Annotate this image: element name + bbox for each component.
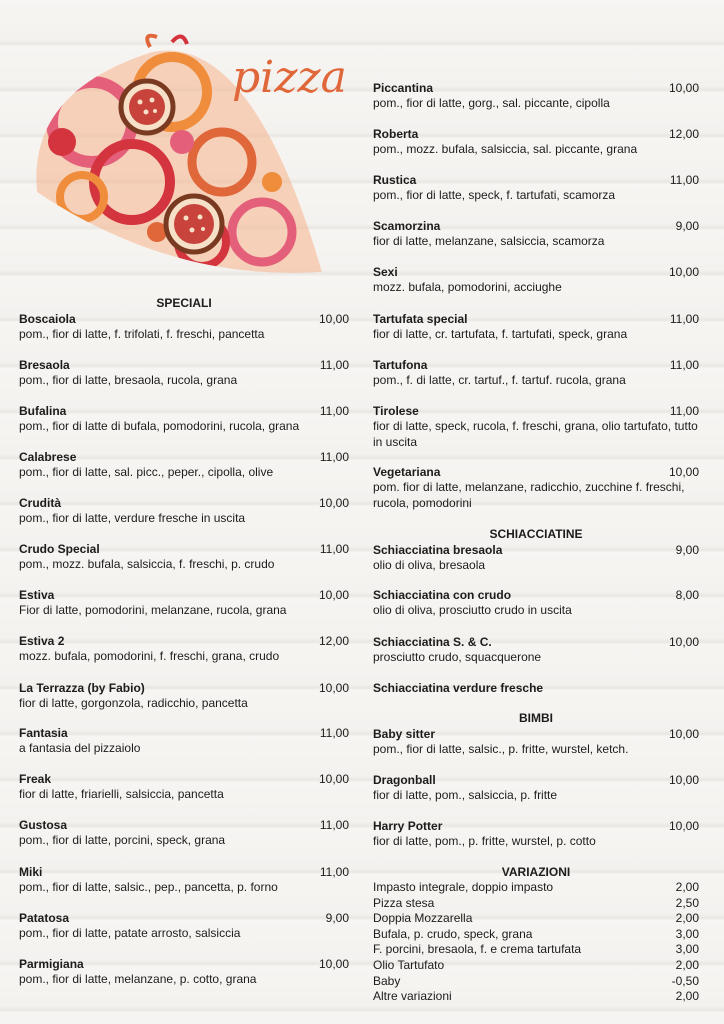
menu-item-header	[373, 219, 699, 234]
menu-item	[19, 496, 349, 527]
item-name: Schiacciatina bresaola	[373, 543, 503, 557]
item-name: Fantasia	[19, 726, 68, 740]
item-description: olio di oliva, prosciutto crudo in uscita	[373, 603, 572, 617]
item-description: pom., fior di latte, speck, f. tartufati, scamorza	[373, 188, 616, 202]
variazione-price: 2,50	[675, 895, 699, 910]
item-name: Bresaola	[19, 358, 70, 372]
variazioni-list	[373, 880, 699, 1005]
item-name: Rustica	[373, 173, 417, 187]
item-price: 10,00	[668, 465, 699, 479]
variazione-line	[373, 880, 699, 896]
menu-item	[19, 681, 349, 712]
menu-item	[19, 542, 349, 573]
item-description: fior di latte, pom., salsiccia, p. fritte	[373, 788, 558, 802]
item-price: 9,00	[325, 911, 349, 925]
menu-item	[19, 726, 349, 757]
menu-item-header	[19, 911, 349, 926]
item-description: pom., mozz. bufala, salsiccia, sal. piccante, grana	[373, 142, 638, 156]
menu-item	[19, 358, 349, 389]
item-price: 10,00	[668, 819, 699, 833]
item-description: a fantasia del pizzaiolo	[19, 741, 141, 755]
item-price: 10,00	[668, 81, 699, 95]
menu-item-header	[19, 588, 349, 603]
menu-item	[373, 543, 699, 574]
item-name: Roberta	[373, 127, 419, 141]
variazione-line	[373, 942, 699, 958]
item-description: pom., mozz. bufala, salsiccia, f. freschi, p. crudo	[19, 557, 275, 571]
variazione-price: 2,00	[675, 880, 699, 894]
menu-item-header	[19, 358, 349, 373]
item-description: pom., fior di latte, salsic., p. fritte, wurstel, ketch.	[373, 742, 629, 756]
item-description: pom., fior di latte, porcini, speck, grana	[19, 833, 226, 847]
item-description: olio di oliva, bresaola	[373, 558, 486, 572]
menu-item	[19, 772, 349, 803]
logo-title: pizza	[232, 52, 347, 103]
item-name: Gustosa	[19, 818, 68, 832]
item-price: 9,00	[675, 219, 699, 233]
item-description: pom. fior di latte, melanzane, radicchio, zucchine f. freschi, rucola, pomodorini	[373, 480, 685, 510]
item-price: 9,00	[675, 543, 699, 557]
item-description: prosciutto crudo, squacquerone	[373, 650, 542, 664]
item-name: Dragonball	[373, 773, 436, 787]
variazione-name: Pizza stesa	[373, 895, 435, 910]
item-name: Parmigiana	[19, 957, 84, 971]
menu-item-header	[19, 404, 349, 419]
menu-item-header	[373, 81, 699, 96]
item-name: Harry Potter	[373, 819, 443, 833]
menu-item-header	[19, 865, 349, 880]
item-description: pom., fior di latte, salsic., pep., pancetta, p. forno	[19, 880, 278, 894]
menu-item-header	[19, 450, 349, 465]
variazione-line	[373, 974, 699, 990]
item-description: fior di latte, friarielli, salsiccia, pancetta	[19, 787, 224, 801]
item-description: pom., fior di latte, sal. picc., peper., cipolla, olive	[19, 465, 274, 479]
item-description: pom., fior di latte, patate arrosto, salsiccia	[19, 926, 241, 940]
item-name: Baby sitter	[373, 727, 436, 741]
item-price: 11,00	[319, 865, 349, 879]
item-price: 10,00	[668, 635, 699, 649]
section-speciali: SPECIALI	[156, 296, 212, 310]
menu-item	[373, 127, 699, 158]
menu-item	[19, 865, 349, 896]
item-description: fior di latte, gorgonzola, radicchio, pancetta	[19, 696, 248, 710]
variazione-line	[373, 958, 699, 974]
menu-item	[373, 219, 699, 250]
menu-item-header	[373, 727, 699, 742]
variazione-name: Bufala, p. crudo, speck, grana	[373, 926, 533, 941]
menu-item-header	[19, 818, 349, 833]
menu-item-header	[373, 265, 699, 280]
item-description: Fior di latte, pomodorini, melanzane, rucola, grana	[19, 603, 287, 617]
menu-item-header	[373, 543, 699, 558]
menu-item-header	[373, 358, 699, 373]
item-price: 10,00	[318, 312, 349, 326]
menu-item-header	[19, 312, 349, 327]
item-price: 10,00	[318, 957, 349, 971]
menu-item-header	[19, 542, 349, 557]
item-price: 11,00	[669, 312, 699, 326]
menu-item	[373, 265, 699, 296]
menu-item-header	[373, 773, 699, 788]
variazione-line	[373, 911, 699, 927]
item-description: fior di latte, speck, rucola, f. freschi, grana, olio tartufato, tutto in uscita	[373, 419, 698, 449]
item-price: 10,00	[318, 772, 349, 786]
item-name: Piccantina	[373, 81, 434, 95]
item-description: pom., fior di latte, gorg., sal. piccante, cipolla	[373, 96, 610, 110]
menu-item	[19, 588, 349, 619]
menu-item	[373, 635, 699, 666]
menu-item-header	[373, 465, 699, 480]
item-description: pom., fior di latte, melanzane, p. cotto, grana	[19, 972, 257, 986]
item-name: Schiacciatina verdure fresche	[373, 681, 544, 695]
menu-item-header	[373, 819, 699, 834]
item-description: fior di latte, pom., p. fritte, wurstel, p. cotto	[373, 834, 596, 848]
item-name: Freak	[19, 772, 52, 786]
item-name: Sexi	[373, 265, 398, 279]
item-description: mozz. bufala, pomodorini, acciughe	[373, 280, 562, 294]
item-price: 10,00	[668, 727, 699, 741]
item-description: mozz. bufala, pomodorini, f. freschi, grana, crudo	[19, 649, 280, 663]
menu-item	[19, 818, 349, 849]
item-price: 8,00	[675, 588, 699, 602]
menu-item	[19, 312, 349, 343]
item-name: Tartufata special	[373, 312, 468, 326]
item-name: Crudità	[19, 496, 61, 510]
menu-item-header	[19, 772, 349, 787]
variazione-name: Altre variazioni	[373, 989, 452, 1004]
item-name: Boscaiola	[19, 312, 76, 326]
menu-item-header	[373, 127, 699, 142]
variazione-name: Olio Tartufato	[373, 957, 445, 972]
menu-item-header	[373, 173, 699, 188]
item-description: fior di latte, cr. tartufata, f. tartufati, speck, grana	[373, 327, 628, 341]
variazione-price: 3,00	[675, 942, 699, 957]
item-name: Vegetariana	[373, 465, 441, 479]
pizza-logo	[22, 32, 367, 292]
menu-item	[373, 819, 699, 850]
menu-item	[373, 681, 699, 696]
variazione-name: F. porcini, bresaola, f. e crema tartufata	[373, 942, 582, 957]
menu-item	[373, 404, 699, 450]
menu-item	[373, 358, 699, 389]
variazione-name: Impasto integrale, doppio impasto	[373, 880, 554, 894]
item-name: Schiacciatina S. & C.	[373, 635, 492, 649]
item-name: Tartufona	[373, 358, 428, 372]
item-price: 11,00	[669, 358, 699, 372]
menu-item	[373, 465, 699, 511]
variazione-price: 3,00	[675, 926, 699, 941]
menu-item	[19, 404, 349, 435]
section-variazioni: VARIAZIONI	[501, 865, 571, 879]
item-price: 11,00	[319, 542, 349, 556]
menu-item-header	[373, 635, 699, 650]
item-description: pom., fior di latte, f. trifolati, f. freschi, pancetta	[19, 327, 265, 341]
item-description: pom., f. di latte, cr. tartuf., f. tartuf. rucola, grana	[373, 373, 626, 387]
menu-item	[19, 450, 349, 481]
menu-item	[373, 173, 699, 204]
section-schiacciatine: SCHIACCIATINE	[489, 527, 583, 541]
item-name: Schiacciatina con crudo	[373, 588, 512, 602]
item-price: 11,00	[319, 404, 349, 418]
menu-item-header	[19, 634, 349, 649]
variazione-price: 2,00	[675, 911, 699, 926]
menu-item-header	[373, 312, 699, 327]
item-price: 11,00	[669, 404, 699, 418]
item-price: 10,00	[668, 773, 699, 787]
menu-item	[373, 312, 699, 343]
menu-item-header	[19, 496, 349, 511]
item-name: Estiva	[19, 588, 55, 602]
variazione-name: Doppia Mozzarella	[373, 911, 473, 926]
item-name: Calabrese	[19, 450, 77, 464]
item-name: Bufalina	[19, 404, 67, 418]
menu-item	[373, 81, 699, 112]
item-price: 10,00	[318, 588, 349, 602]
item-name: La Terrazza (by Fabio)	[19, 681, 145, 695]
item-price: 11,00	[319, 818, 349, 832]
variazione-name: Baby	[373, 973, 401, 988]
item-price: 12,00	[668, 127, 699, 141]
variazione-price: 2,00	[675, 989, 699, 1004]
item-price: 11,00	[319, 726, 349, 740]
menu-item-header	[373, 681, 699, 696]
menu-item-header	[19, 681, 349, 696]
item-price: 10,00	[318, 681, 349, 695]
variazione-line	[373, 896, 699, 912]
item-price: 11,00	[319, 450, 349, 464]
item-description: pom., fior di latte, bresaola, rucola, grana	[19, 373, 238, 387]
item-description: pom., fior di latte, verdure fresche in uscita	[19, 511, 246, 525]
menu-item-header	[373, 588, 699, 603]
menu-item-header	[19, 726, 349, 741]
menu-item-header	[373, 404, 699, 419]
menu-item	[19, 634, 349, 665]
item-name: Scamorzina	[373, 219, 441, 233]
menu-item	[19, 957, 349, 988]
variazione-price: 2,00	[675, 957, 699, 972]
menu-item	[373, 773, 699, 804]
item-name: Estiva 2	[19, 634, 65, 648]
item-price: 11,00	[319, 358, 349, 372]
item-description: pom., fior di latte di bufala, pomodorini, rucola, grana	[19, 419, 300, 433]
item-name: Tirolese	[373, 404, 419, 418]
section-bimbi: BIMBI	[519, 711, 553, 725]
menu-item-header	[19, 957, 349, 972]
item-description: fior di latte, melanzane, salsiccia, scamorza	[373, 234, 605, 248]
variazione-line	[373, 989, 699, 1005]
item-name: Miki	[19, 865, 43, 879]
variazione-line	[373, 927, 699, 943]
menu-item	[19, 911, 349, 942]
menu-item	[373, 727, 699, 758]
item-price: 12,00	[318, 634, 349, 648]
menu-item	[373, 588, 699, 619]
variazione-price: -0,50	[671, 973, 699, 988]
item-name: Crudo Special	[19, 542, 100, 556]
item-name: Patatosa	[19, 911, 70, 925]
item-price: 10,00	[668, 265, 699, 279]
item-price: 11,00	[669, 173, 699, 187]
item-price: 10,00	[318, 496, 349, 510]
